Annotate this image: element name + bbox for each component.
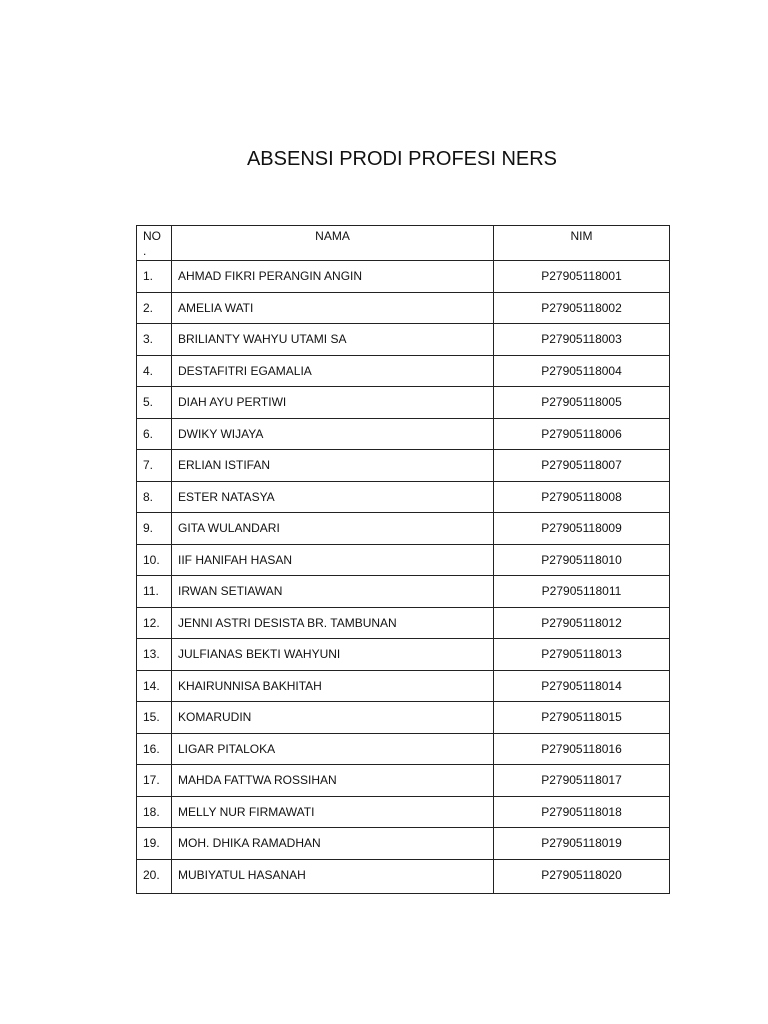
cell-nama: DWIKY WIJAYA — [172, 418, 494, 450]
table-row — [137, 576, 670, 608]
cell-no: 8. — [137, 481, 172, 513]
table-row — [137, 324, 670, 356]
table-row — [137, 796, 670, 828]
cell-nim: P27905118007 — [494, 450, 670, 482]
table-row — [137, 670, 670, 702]
cell-nama: MAHDA FATTWA ROSSIHAN — [172, 765, 494, 797]
cell-no: 4. — [137, 355, 172, 387]
cell-nim: P27905118016 — [494, 733, 670, 765]
cell-nama: LIGAR PITALOKA — [172, 733, 494, 765]
header-no-line2: . — [143, 244, 147, 258]
cell-nim: P27905118009 — [494, 513, 670, 545]
cell-nim: P27905118018 — [494, 796, 670, 828]
cell-nama: DESTAFITRI EGAMALIA — [172, 355, 494, 387]
cell-nim: P27905118002 — [494, 292, 670, 324]
table-row — [137, 828, 670, 860]
cell-nama: KOMARUDIN — [172, 702, 494, 734]
cell-nama: MUBIYATUL HASANAH — [172, 859, 494, 893]
header-no-line1: NO — [143, 229, 161, 243]
cell-nama: MOH. DHIKA RAMADHAN — [172, 828, 494, 860]
cell-nim: P27905118008 — [494, 481, 670, 513]
cell-no: 3. — [137, 324, 172, 356]
cell-nama: AMELIA WATI — [172, 292, 494, 324]
table-row — [137, 450, 670, 482]
cell-no: 18. — [137, 796, 172, 828]
table-row — [137, 292, 670, 324]
cell-nama: IRWAN SETIAWAN — [172, 576, 494, 608]
cell-no: 2. — [137, 292, 172, 324]
table-header-row — [137, 226, 670, 261]
cell-nim: P27905118003 — [494, 324, 670, 356]
cell-nim: P27905118014 — [494, 670, 670, 702]
cell-nim: P27905118005 — [494, 387, 670, 419]
cell-nama: JENNI ASTRI DESISTA BR. TAMBUNAN — [172, 607, 494, 639]
cell-nama: AHMAD FIKRI PERANGIN ANGIN — [172, 261, 494, 293]
page-title: ABSENSI PRODI PROFESI NERS — [246, 148, 558, 170]
table-row — [137, 607, 670, 639]
cell-nama: DIAH AYU PERTIWI — [172, 387, 494, 419]
cell-nim: P27905118013 — [494, 639, 670, 671]
table-row — [137, 859, 670, 893]
cell-nama: ESTER NATASYA — [172, 481, 494, 513]
cell-no: 11. — [137, 576, 172, 608]
cell-nim: P27905118010 — [494, 544, 670, 576]
cell-no: 5. — [137, 387, 172, 419]
cell-no: 12. — [137, 607, 172, 639]
attendance-table — [136, 225, 670, 894]
table-row — [137, 733, 670, 765]
cell-nim: P27905118017 — [494, 765, 670, 797]
table-row — [137, 418, 670, 450]
cell-nama: GITA WULANDARI — [172, 513, 494, 545]
cell-nim: P27905118012 — [494, 607, 670, 639]
header-no — [137, 226, 172, 261]
cell-no: 9. — [137, 513, 172, 545]
cell-no: 7. — [137, 450, 172, 482]
header-nama: NAMA — [172, 226, 494, 261]
table-body — [137, 261, 670, 894]
cell-no: 16. — [137, 733, 172, 765]
table-row — [137, 481, 670, 513]
cell-no: 20. — [137, 859, 172, 893]
cell-no: 1. — [137, 261, 172, 293]
table-row — [137, 261, 670, 293]
cell-nim: P27905118020 — [494, 859, 670, 893]
cell-nim: P27905118011 — [494, 576, 670, 608]
cell-no: 10. — [137, 544, 172, 576]
cell-nim: P27905118015 — [494, 702, 670, 734]
cell-nim: P27905118004 — [494, 355, 670, 387]
cell-nama: KHAIRUNNISA BAKHITAH — [172, 670, 494, 702]
table-row — [137, 513, 670, 545]
cell-nama: JULFIANAS BEKTI WAHYUNI — [172, 639, 494, 671]
cell-nim: P27905118006 — [494, 418, 670, 450]
table-row — [137, 355, 670, 387]
table-header — [137, 226, 670, 261]
header-nim: NIM — [494, 226, 670, 261]
cell-nim: P27905118001 — [494, 261, 670, 293]
table-row — [137, 387, 670, 419]
cell-no: 15. — [137, 702, 172, 734]
table-row — [137, 544, 670, 576]
cell-nama: ERLIAN ISTIFAN — [172, 450, 494, 482]
cell-nama: IIF HANIFAH HASAN — [172, 544, 494, 576]
cell-nama: BRILIANTY WAHYU UTAMI SA — [172, 324, 494, 356]
cell-no: 13. — [137, 639, 172, 671]
table-row — [137, 765, 670, 797]
cell-no: 17. — [137, 765, 172, 797]
cell-no: 19. — [137, 828, 172, 860]
table-row — [137, 639, 670, 671]
cell-nim: P27905118019 — [494, 828, 670, 860]
cell-nama: MELLY NUR FIRMAWATI — [172, 796, 494, 828]
table-row — [137, 702, 670, 734]
cell-no: 14. — [137, 670, 172, 702]
cell-no: 6. — [137, 418, 172, 450]
